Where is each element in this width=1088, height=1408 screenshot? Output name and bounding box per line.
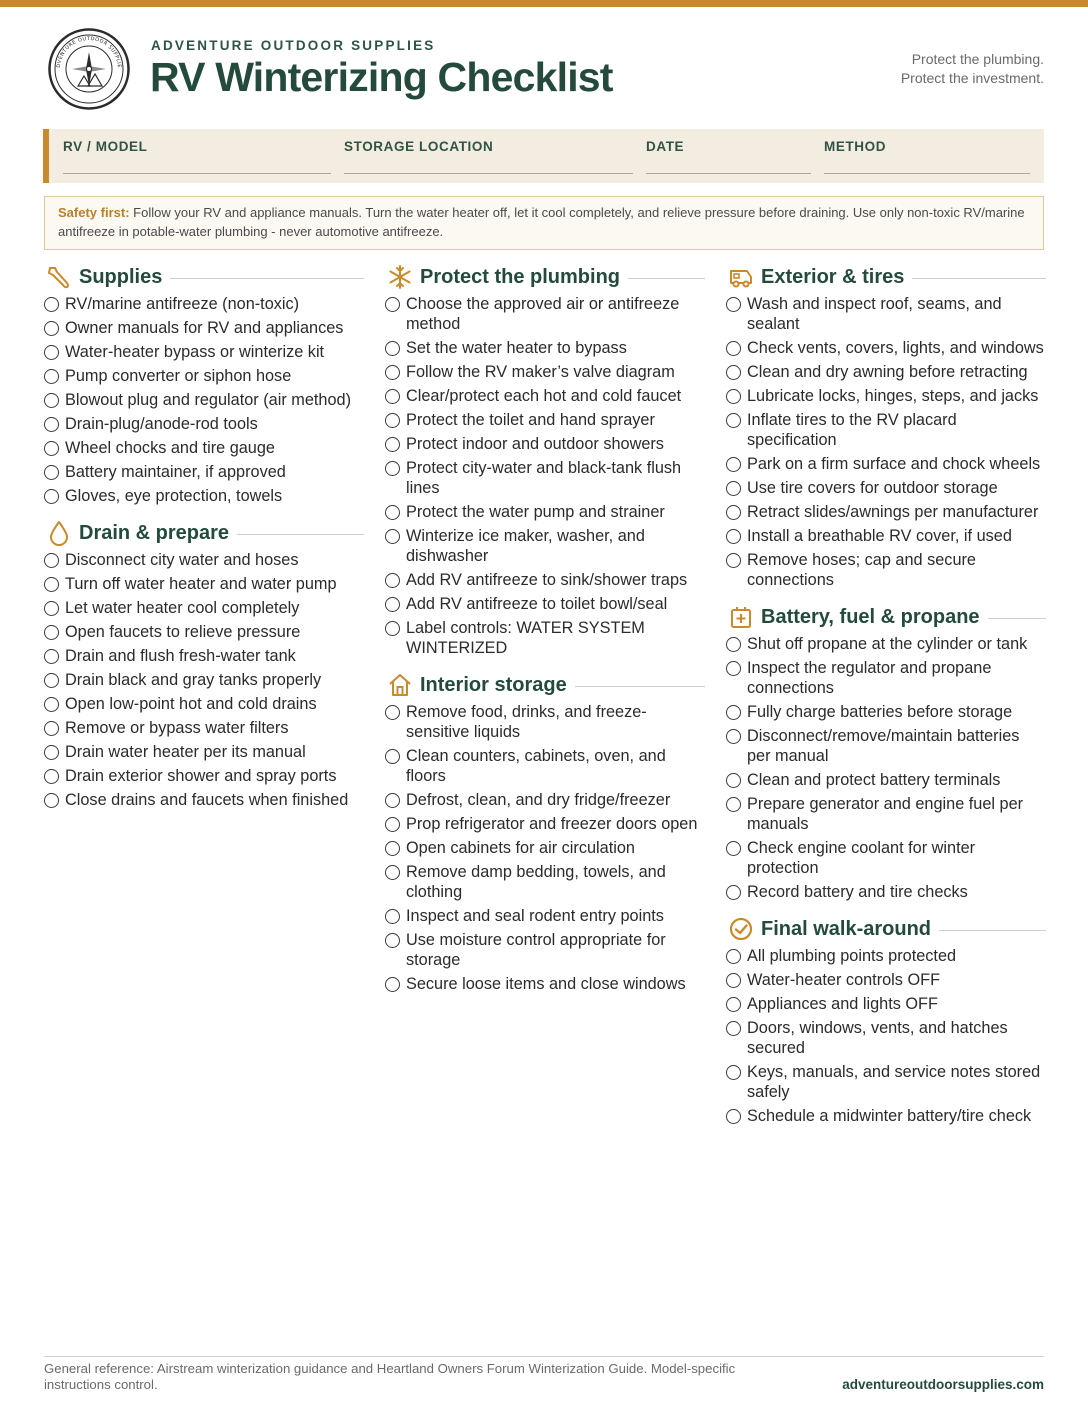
checkbox-circle[interactable] xyxy=(385,705,400,720)
checklist-item[interactable] xyxy=(385,434,705,454)
checklist-item-label: Remove food, drinks, and freeze-sensitive liquids xyxy=(406,703,647,741)
checklist-item-label: Remove hoses; cap and secure connections xyxy=(747,551,976,589)
checkbox-circle[interactable] xyxy=(726,481,741,496)
checkbox-circle[interactable] xyxy=(726,773,741,788)
compass-seal-logo xyxy=(48,28,130,110)
checklist-item-label: Let water heater cool completely xyxy=(65,599,300,617)
section-battery-fuel-propane xyxy=(726,604,1046,902)
checkbox-circle[interactable] xyxy=(726,365,741,380)
checkbox-circle[interactable] xyxy=(726,885,741,900)
checkbox-circle[interactable] xyxy=(44,321,59,336)
checklist-item[interactable] xyxy=(44,622,364,642)
checklist-item-label: Record battery and tire checks xyxy=(747,883,968,901)
checklist-item[interactable] xyxy=(385,814,705,834)
safety-notice xyxy=(44,196,1044,250)
checklist-item[interactable] xyxy=(44,366,364,386)
checkbox-circle[interactable] xyxy=(385,461,400,476)
checklist-item-label: Open cabinets for air circulation xyxy=(406,839,635,857)
checklist-item-label: Water-heater bypass or winterize kit xyxy=(65,343,325,361)
checklist-item[interactable] xyxy=(385,790,705,810)
checklist-item-label: Protect the toilet and hand sprayer xyxy=(406,411,655,429)
checkbox-circle[interactable] xyxy=(44,417,59,432)
checklist-item-label: Schedule a midwinter battery/tire check xyxy=(747,1107,1032,1125)
section-title: Supplies xyxy=(79,265,163,288)
checkbox-circle[interactable] xyxy=(726,413,741,428)
checklist-item-label: Add RV antifreeze to toilet bowl/seal xyxy=(406,595,668,613)
checkbox-circle[interactable] xyxy=(726,457,741,472)
checklist-item-label: Keys, manuals, and service notes stored safely xyxy=(747,1063,1041,1101)
checklist-item-label: Wash and inspect roof, seams, and sealant xyxy=(747,295,1002,333)
column-3 xyxy=(726,264,1046,1140)
checklist-item-label: Drain exterior shower and spray ports xyxy=(65,767,337,785)
checklist-item[interactable] xyxy=(726,634,1046,654)
safety-label: Safety first: xyxy=(58,205,130,220)
battery-icon xyxy=(728,604,754,630)
checklist-item[interactable] xyxy=(385,618,705,658)
checklist-item[interactable] xyxy=(726,794,1046,834)
section-header xyxy=(385,264,705,290)
checklist-item-label: RV/marine antifreeze (non-toxic) xyxy=(65,295,300,313)
checkbox-circle[interactable] xyxy=(44,465,59,480)
section-header xyxy=(44,264,364,290)
column-2 xyxy=(385,264,705,1008)
checkbox-circle[interactable] xyxy=(726,797,741,812)
checkbox-circle[interactable] xyxy=(726,553,741,568)
section-final-walk-around xyxy=(726,916,1046,1126)
checklist-item[interactable] xyxy=(44,718,364,738)
checklist-item[interactable] xyxy=(726,550,1046,590)
checklist-item[interactable] xyxy=(726,294,1046,334)
storage-location-field[interactable] xyxy=(344,139,493,154)
section-supplies xyxy=(44,264,364,506)
footer-divider xyxy=(44,1356,1044,1357)
checklist-item-label: Blowout plug and regulator (air method) xyxy=(65,391,351,409)
checklist-item-label: Use moisture control appropriate for storage xyxy=(406,931,666,969)
field-underline xyxy=(824,173,1030,174)
field-underline xyxy=(344,173,633,174)
checkbox-circle[interactable] xyxy=(726,637,741,652)
checklist-item-label: Check engine coolant for winter protection xyxy=(747,839,976,877)
checklist-item-label: Doors, windows, vents, and hatches secured xyxy=(747,1019,1008,1057)
checklist-item-label: Owner manuals for RV and appliances xyxy=(65,319,344,337)
checkbox-circle[interactable] xyxy=(385,621,400,636)
rv-info-bar xyxy=(43,129,1044,183)
section-header xyxy=(385,672,705,698)
checkbox-circle[interactable] xyxy=(726,389,741,404)
checkbox-circle[interactable] xyxy=(44,649,59,664)
checklist-item[interactable] xyxy=(726,526,1046,546)
section-divider xyxy=(628,278,705,279)
section-title: Exterior & tires xyxy=(761,265,905,288)
checkbox-circle[interactable] xyxy=(385,437,400,452)
checklist-item-label: Appliances and lights OFF xyxy=(747,995,938,1013)
checklist-item[interactable] xyxy=(44,294,364,314)
checklist xyxy=(726,294,1046,590)
top-accent-bar xyxy=(0,0,1088,7)
field-underline xyxy=(646,173,811,174)
checkbox-circle[interactable] xyxy=(385,749,400,764)
checkbox-circle[interactable] xyxy=(44,697,59,712)
checklist-item-label: Clean and protect battery terminals xyxy=(747,771,1001,789)
tagline-line-2: Protect the investment. xyxy=(900,70,1044,86)
checklist xyxy=(44,294,364,506)
section-title: Protect the plumbing xyxy=(420,265,620,288)
checkbox-circle[interactable] xyxy=(44,625,59,640)
checklist-item[interactable] xyxy=(726,702,1046,722)
checklist-item[interactable] xyxy=(726,338,1046,358)
checklist-item[interactable] xyxy=(385,294,705,334)
checkbox-circle[interactable] xyxy=(385,977,400,992)
checklist-item[interactable] xyxy=(385,410,705,430)
section-title: Drain & prepare xyxy=(79,521,230,544)
checklist-item-label: Follow the RV maker’s valve diagram xyxy=(406,363,675,381)
checkbox-circle[interactable] xyxy=(726,1065,741,1080)
checkbox-circle[interactable] xyxy=(44,489,59,504)
tagline-line-1: Protect the plumbing. xyxy=(911,51,1044,67)
section-divider xyxy=(575,686,705,687)
checklist-item-label: Retract slides/awnings per manufacturer xyxy=(747,503,1039,521)
section-title: Battery, fuel & propane xyxy=(761,605,980,628)
checklist-item-label: Open faucets to relieve pressure xyxy=(65,623,301,641)
section-title: Interior storage xyxy=(420,673,567,696)
checklist-item-label: Check vents, covers, lights, and windows xyxy=(747,339,1044,357)
checkbox-circle[interactable] xyxy=(44,745,59,760)
checklist-item[interactable] xyxy=(726,1062,1046,1102)
checklist xyxy=(726,946,1046,1126)
checklist-item[interactable] xyxy=(726,658,1046,698)
checklist-item[interactable] xyxy=(44,486,364,506)
checkbox-circle[interactable] xyxy=(44,393,59,408)
checklist-item[interactable] xyxy=(385,458,705,498)
checklist xyxy=(726,634,1046,902)
checkbox-circle[interactable] xyxy=(44,577,59,592)
checklist-item[interactable] xyxy=(385,930,705,970)
checkbox-circle[interactable] xyxy=(385,841,400,856)
checklist-item-label: Disconnect/remove/maintain batteries per manual xyxy=(747,727,1020,765)
safety-text: Follow your RV and appliance manuals. Turn the water heater off, let it cool completely, and relieve pressure before draining. Use only non-toxic RV/marine antifreeze in potable-water plumbing - never automotive antifreeze. xyxy=(58,205,1025,239)
section-exterior-tires xyxy=(726,264,1046,590)
checklist-item[interactable] xyxy=(726,1106,1046,1126)
checklist-item-label: Set the water heater to bypass xyxy=(406,339,627,357)
checklist-item[interactable] xyxy=(44,742,364,762)
checklist-item-label: Install a breathable RV cover, if used xyxy=(747,527,1012,545)
checkbox-circle[interactable] xyxy=(44,297,59,312)
checklist-item[interactable] xyxy=(44,694,364,714)
checklist-item-label: Protect indoor and outdoor showers xyxy=(406,435,664,453)
checklist-item[interactable] xyxy=(385,362,705,382)
checkbox-circle[interactable] xyxy=(385,793,400,808)
checklist xyxy=(44,550,364,810)
house-icon xyxy=(387,672,413,698)
section-header xyxy=(726,604,1046,630)
tagline xyxy=(901,50,1044,88)
rv-icon xyxy=(728,264,754,290)
checklist-item[interactable] xyxy=(44,550,364,570)
checklist-item-label: Gloves, eye protection, towels xyxy=(65,487,283,505)
checklist-item[interactable] xyxy=(726,1018,1046,1058)
checklist-item[interactable] xyxy=(385,502,705,522)
checkbox-circle[interactable] xyxy=(385,909,400,924)
checklist-item[interactable] xyxy=(385,862,705,902)
checkbox-circle[interactable] xyxy=(385,529,400,544)
checklist-item[interactable] xyxy=(385,338,705,358)
checklist-item-label: Shut off propane at the cylinder or tank xyxy=(747,635,1028,653)
checklist-item[interactable] xyxy=(385,906,705,926)
section-divider xyxy=(939,930,1046,931)
checkbox-circle[interactable] xyxy=(385,573,400,588)
checklist-item[interactable] xyxy=(726,386,1046,406)
checklist-item[interactable] xyxy=(385,386,705,406)
checklist-item[interactable] xyxy=(385,702,705,742)
checklist-item[interactable] xyxy=(385,526,705,566)
snowflake-icon xyxy=(387,264,413,290)
checkbox-circle[interactable] xyxy=(44,769,59,784)
checklist-item-label: Clean counters, cabinets, oven, and floors xyxy=(406,747,666,785)
checklist-item[interactable] xyxy=(44,342,364,362)
checklist-item-label: Winterize ice maker, washer, and dishwasher xyxy=(406,527,645,565)
checkbox-circle[interactable] xyxy=(385,365,400,380)
checklist-item[interactable] xyxy=(44,670,364,690)
checklist-item[interactable] xyxy=(44,790,364,810)
checklist-item-label: Clear/protect each hot and cold faucet xyxy=(406,387,682,405)
checklist-item-label: Park on a firm surface and chock wheels xyxy=(747,455,1041,473)
checklist-item-label: Disconnect city water and hoses xyxy=(65,551,299,569)
checklist-item-label: Drain black and gray tanks properly xyxy=(65,671,322,689)
checklist xyxy=(385,702,705,994)
checklist-item[interactable] xyxy=(726,970,1046,990)
checklist-item-label: Remove damp bedding, towels, and clothing xyxy=(406,863,666,901)
section-interior-storage xyxy=(385,672,705,994)
checkbox-circle[interactable] xyxy=(726,729,741,744)
checklist-item-label: Close drains and faucets when finished xyxy=(65,791,349,809)
checklist-item-label: Prepare generator and engine fuel per manuals xyxy=(747,795,1024,833)
checkbox-circle[interactable] xyxy=(44,345,59,360)
checklist-item[interactable] xyxy=(726,502,1046,522)
checklist-item-label: Label controls: WATER SYSTEM WINTERIZED xyxy=(406,619,645,657)
checklist-item[interactable] xyxy=(726,994,1046,1014)
section-header xyxy=(726,264,1046,290)
field-label: RV / MODEL xyxy=(63,139,148,154)
checklist-item[interactable] xyxy=(726,946,1046,966)
checklist-item-label: Drain and flush fresh-water tank xyxy=(65,647,296,665)
checkbox-circle[interactable] xyxy=(726,705,741,720)
checkbox-circle[interactable] xyxy=(44,601,59,616)
checkbox-circle[interactable] xyxy=(726,529,741,544)
checkbox-circle[interactable] xyxy=(44,369,59,384)
wrench-icon xyxy=(46,264,72,290)
checkbox-circle[interactable] xyxy=(726,1021,741,1036)
section-protect-plumbing xyxy=(385,264,705,658)
checklist-item[interactable] xyxy=(726,410,1046,450)
checklist-item-label: Secure loose items and close windows xyxy=(406,975,686,993)
checklist-item-label: Turn off water heater and water pump xyxy=(65,575,337,593)
checklist-item[interactable] xyxy=(44,438,364,458)
checklist-item[interactable] xyxy=(44,462,364,482)
checkbox-circle[interactable] xyxy=(385,413,400,428)
checklist-item-label: Lubricate locks, hinges, steps, and jacks xyxy=(747,387,1039,405)
checkbox-circle[interactable] xyxy=(726,505,741,520)
checklist-item[interactable] xyxy=(726,770,1046,790)
checkbox-circle[interactable] xyxy=(726,841,741,856)
checklist xyxy=(385,294,705,658)
checklist-item-label: Use tire covers for outdoor storage xyxy=(747,479,998,497)
checklist-item[interactable] xyxy=(44,414,364,434)
section-drain-prepare xyxy=(44,520,364,810)
checkbox-circle[interactable] xyxy=(385,933,400,948)
checklist-item-label: Prop refrigerator and freezer doors open xyxy=(406,815,698,833)
section-header xyxy=(44,520,364,546)
rv-model-field[interactable] xyxy=(63,139,148,154)
section-header xyxy=(726,916,1046,942)
checklist-item-label: Remove or bypass water filters xyxy=(65,719,289,737)
section-divider xyxy=(912,278,1046,279)
field-label: METHOD xyxy=(824,139,887,154)
footer-website-link[interactable]: adventureoutdoorsupplies.com xyxy=(842,1377,1044,1392)
check-circle-icon xyxy=(728,916,754,942)
checkbox-circle[interactable] xyxy=(44,553,59,568)
section-divider xyxy=(170,278,364,279)
checkbox-circle[interactable] xyxy=(385,341,400,356)
footer-reference: General reference: Airstream winterization guidance and Heartland Owners Forum Winterization Guide. Model-specific instructions control. xyxy=(44,1361,736,1392)
checkbox-circle[interactable] xyxy=(726,341,741,356)
checklist-item[interactable] xyxy=(385,974,705,994)
field-label: STORAGE LOCATION xyxy=(344,139,494,154)
checklist-item-label: Inspect and seal rodent entry points xyxy=(406,907,664,925)
checklist-item-label: Clean and dry awning before retracting xyxy=(747,363,1028,381)
checklist-item[interactable] xyxy=(385,838,705,858)
checklist-item-label: Choose the approved air or antifreeze method xyxy=(406,295,680,333)
checklist-item[interactable] xyxy=(385,570,705,590)
checklist-item[interactable] xyxy=(726,726,1046,766)
checkbox-circle[interactable] xyxy=(385,505,400,520)
checklist-item-label: Drain-plug/anode-rod tools xyxy=(65,415,258,433)
checkbox-circle[interactable] xyxy=(726,1109,741,1124)
checkbox-circle[interactable] xyxy=(726,661,741,676)
method-field[interactable] xyxy=(824,139,886,154)
checklist-item-label: Pump converter or siphon hose xyxy=(65,367,292,385)
checklist-item[interactable] xyxy=(385,746,705,786)
section-title: Final walk-around xyxy=(761,917,932,940)
checklist-item[interactable] xyxy=(726,362,1046,382)
checkbox-circle[interactable] xyxy=(726,949,741,964)
checklist-item-label: Inflate tires to the RV placard specification xyxy=(747,411,957,449)
field-underline xyxy=(63,173,331,174)
checklist-item-label: Wheel chocks and tire gauge xyxy=(65,439,275,457)
brand-name: ADVENTURE OUTDOOR SUPPLIES xyxy=(151,38,436,53)
checklist-item[interactable] xyxy=(44,390,364,410)
page-title: RV Winterizing Checklist xyxy=(150,54,613,100)
checklist-item[interactable] xyxy=(44,766,364,786)
checklist-item-label: Battery maintainer, if approved xyxy=(65,463,286,481)
checkbox-circle[interactable] xyxy=(44,673,59,688)
checklist-item-label: Add RV antifreeze to sink/shower traps xyxy=(406,571,688,589)
checklist-item[interactable] xyxy=(44,646,364,666)
field-label: DATE xyxy=(646,139,685,154)
checklist-item-label: Water-heater controls OFF xyxy=(747,971,941,989)
column-1 xyxy=(44,264,364,824)
checklist-item-label: Open low-point hot and cold drains xyxy=(65,695,317,713)
checkbox-circle[interactable] xyxy=(385,597,400,612)
checklist-item[interactable] xyxy=(44,574,364,594)
date-field[interactable] xyxy=(646,139,684,154)
checkbox-circle[interactable] xyxy=(44,793,59,808)
checkbox-circle[interactable] xyxy=(385,297,400,312)
checklist-item[interactable] xyxy=(385,594,705,614)
checklist-item[interactable] xyxy=(44,318,364,338)
checkbox-circle[interactable] xyxy=(726,297,741,312)
section-divider xyxy=(237,534,364,535)
checkbox-circle[interactable] xyxy=(385,817,400,832)
checklist-item-label: Drain water heater per its manual xyxy=(65,743,306,761)
checklist-item[interactable] xyxy=(726,882,1046,902)
checklist-item[interactable] xyxy=(726,454,1046,474)
checklist-item-label: Defrost, clean, and dry fridge/freezer xyxy=(406,791,671,809)
water-drop-icon xyxy=(46,520,72,546)
checklist-item-label: Protect city-water and black-tank flush lines xyxy=(406,459,682,497)
checkbox-circle[interactable] xyxy=(385,389,400,404)
checklist-item[interactable] xyxy=(44,598,364,618)
checklist-item[interactable] xyxy=(726,478,1046,498)
logo-text: DVENTURE OUTDOOR SUPPLIE xyxy=(55,35,123,69)
checkbox-circle[interactable] xyxy=(726,973,741,988)
checkbox-circle[interactable] xyxy=(44,441,59,456)
checkbox-circle[interactable] xyxy=(385,865,400,880)
checkbox-circle[interactable] xyxy=(726,997,741,1012)
checkbox-circle[interactable] xyxy=(44,721,59,736)
checklist-item-label: Fully charge batteries before storage xyxy=(747,703,1013,721)
checklist-item-label: All plumbing points protected xyxy=(747,947,957,965)
checklist-item-label: Inspect the regulator and propane connections xyxy=(747,659,992,697)
checklist-item[interactable] xyxy=(726,838,1046,878)
section-divider xyxy=(988,618,1046,619)
checklist-item-label: Protect the water pump and strainer xyxy=(406,503,665,521)
